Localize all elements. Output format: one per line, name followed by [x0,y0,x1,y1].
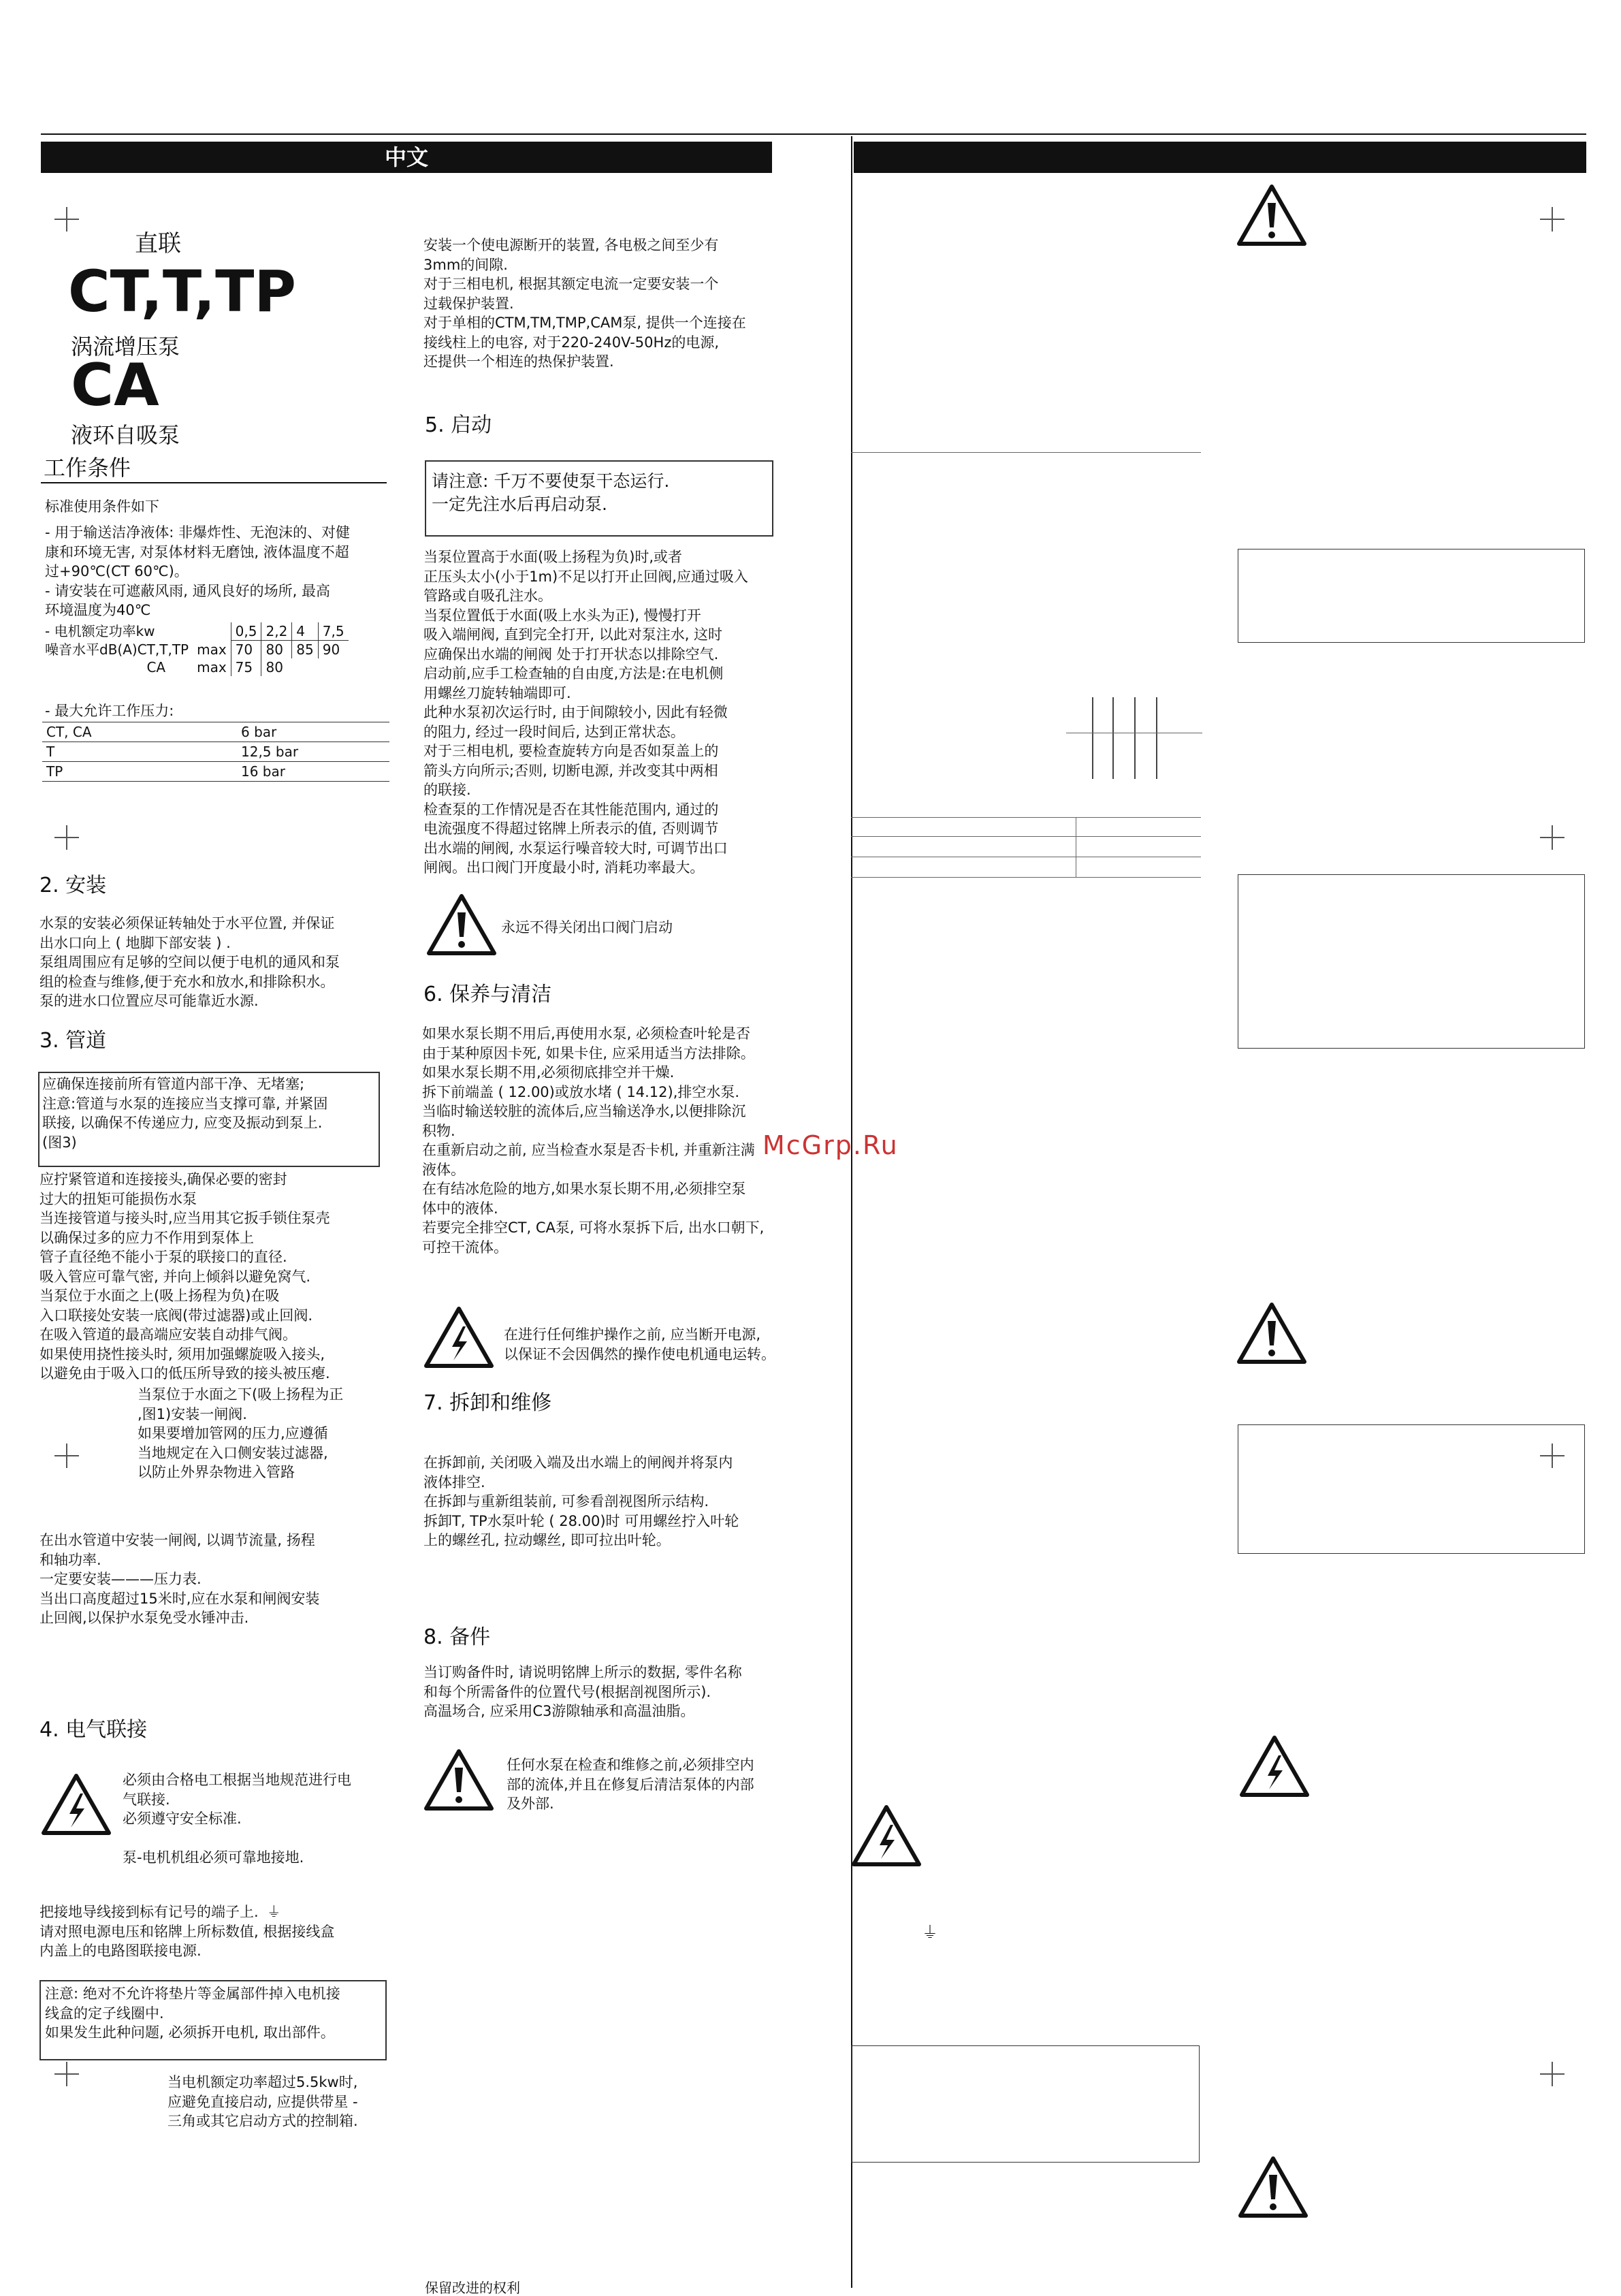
pressure-title: - 最大允许工作压力: [45,703,174,719]
column-2-top-text: 安装一个使电源断开的装置, 各电极之间至少有 3mm的间隙. 对于三相电机, 根据其额定电流一定要安装一个 过载保护装置. 对于单相的CTM,TM,TMP,CAM泵, 提供一个连接在 接线柱上的电容, 对于220-240V-50Hz的电源, 还提供一个相连的热保护装置. [423,237,746,370]
section-3-text-2: 在出水管道中安装一闸阀, 以调节流量, 扬程 和轴功率. 一定要安装———压力表. 当出口高度超过15米时,应在水泵和闸阀安装 止回阀,以保护水泵免受水锤冲击. [39,1532,320,1626]
registration-mark [1540,2062,1564,2086]
warning-icon [423,1749,494,1811]
section-2-text: 水泵的安装必须保证转轴处于水平位置, 并保证 出水口向上 ( 地脚下部安装 ) . 泵组周围应有足够的空间以便于电机的通风和泵 组的检查与维修,便于充水和放水,和排除积水。 泵的进水口位置应尽可能靠近水源. [39,915,340,1009]
warning-icon [1238,2156,1309,2218]
right-box [1238,549,1585,643]
right-table-line [851,836,1201,837]
ground-icon: ⏚ [922,1923,938,1942]
section-5-text: 当泵位置高于水面(吸上扬程为负)时,或者 正压头太小(小于1m)不足以打开止回阀,应通过吸入 管路或自吸孔注水。 当泵位置低于水面(吸上水头为正), 慢慢打开 吸入端闸阀, 直到完全打开, 以此对泵注水, 这时 应确保出水端的闸阀 处于打开状态以排除空气. 启动前,应手工检查轴的自由度,方法是:在电机侧 用螺丝刀旋转轴端即可. 此种水泵初次运行时, 由于间隙较小, 因此有轻微 的阻力, 经过一段时间后, 达到正常状态。 对于三相电机, 要检查旋转方向是否如泵盖上的 箭头方向所示;否则, 切断电源, 并改变其中两相 的联接. 检查泵的工作情况是否在其性能范围内, 通过的 电流强度不得超过铭牌上所表示的值, 否则调节 出水端的闸阀, 水泵运行噪音较大时, 可调节出口 闸阀。出口阀门开度最小时, 消耗功率最大。 [423,549,748,876]
watermark: McGrp.Ru [763,1130,899,1160]
right-box [1238,1424,1585,1554]
section-3-text: 应拧紧管道和连接接头,确保必要的密封 过大的扭矩可能损伤水泵 当连接管道与接头时,应当用其它扳手锁住泵壳 以确保过多的应力不作用到泵体上 管子直径绝不能小于泵的联接口的直径. 吸入管应可靠气密, 并向上倾斜以避免窝气. 当泵位于水面之上(吸上扬程为负)在吸 入口联接处安装一底阀(带过滤器)或止回阀. 在吸入管道的最高端应安装自动排气阀。 如果使用挠性接头时, 须用加强螺旋吸入接头, 以避免由于吸入口的低压所导致的接头被压瘪. [39,1171,330,1382]
section-1-intro: 标准使用条件如下 [45,498,159,515]
section-3-notice-text: 应确保连接前所有管道内部干净、无堵塞; 注意:管道与水泵的连接应当支撑可靠, 并紧固 联接, 以确保不传递应力, 应变及振动到泵上. (图3) [42,1076,328,1151]
section-2-title: 2. 安装 [39,874,107,897]
right-table-line [1092,697,1093,779]
cover-desc-2: 液环自吸泵 [71,422,180,448]
electric-warning-icon [1239,1735,1310,1798]
right-header-bar [854,142,1586,173]
top-rule [41,133,1586,135]
cover-model-2: CA [71,351,159,419]
section-3-title: 3. 管道 [39,1029,107,1053]
cover-desc-1: 涡流增压泵 [71,334,180,360]
section-4-title: 4. 电气联接 [39,1718,148,1742]
cover-model-1: CT,T,TP [68,258,296,325]
section-4-warning-text: 必须由合格电工根据当地规范进行电 气联接. 必须遵守安全标准. [123,1772,351,1827]
section-5-title: 5. 启动 [425,413,492,437]
section-1-title: 工作条件 [44,455,131,481]
section-4-star-text: 当电机额定功率超过5.5kw时, 应避免直接启动, 应提供带星 - 三角或其它启动方式的控制箱. [167,2074,358,2129]
lang-header-label: 中文 [384,144,428,170]
registration-mark [54,207,79,232]
power-noise-table: - 电机额定功率kw 0,5 2,2 4 7,5 噪音水平dB(A)CT,T,TP max 70 80 85 90 CA max 75 80 [41,622,349,676]
right-column-divider [851,136,852,2288]
section-5-warning-text: 永远不得关闭出口阀门启动 [501,919,673,936]
right-table-line [1112,697,1114,779]
right-rule [851,452,1201,453]
section-1-text: - 用于输送洁净液体: 非爆炸性、无泡沫的、对健 康和环境无害, 对泵体材料无磨蚀, 液体温度不超 过+90℃(CT 60℃)。 - 请安装在可遮蔽风雨, 通风良好的场所, 最高 环境温度为40℃ [45,524,351,618]
right-box [851,2045,1200,2163]
right-box [1238,874,1585,1049]
section-6-text: 如果水泵长期不用后,再使用水泵, 必须检查叶轮是否 由于某种原因卡死, 如果卡住, 应采用适当方法排除。 如果水泵长期不用,必须彻底排空并干燥. 拆下前端盖 ( 12.00)或放水堵 ( 14.12),排空水泵. 当临时输送较脏的流体后,应当输送净水,以便排除沉 积物. 在重新启动之前, 应当检查水泵是否卡机, 并重新注满 液体。 在有结冰危险的地方,如果水泵长期不用,必须排空泵 体中的液体. 若要完全排空CT, CA泵, 可将水泵拆下后, 出水口朝下, 可控干流体。 [422,1025,765,1256]
electric-warning-icon [423,1306,494,1369]
right-table-line [851,817,1201,818]
registration-mark [1540,825,1564,850]
section-1-rule [41,482,387,483]
section-4-text: 把接地导线接到标有记号的端子上. ⏚ 请对照电源电压和铭牌上所标数值, 根据接线盒 内盖上的电路图联接电源. [39,1904,335,1959]
right-table-line [1134,697,1136,779]
section-4-notice-text: 注意: 绝对不允许将垫片等金属部件掉入电机接 线盒的定子线圈中. 如果发生此种问题, 必须拆开电机, 取出部件。 [45,1986,340,2041]
right-table-line [851,877,1201,878]
section-3-indent-text: 当泵位于水面之下(吸上扬程为正 ,图1)安装一闸阀. 如果要增加管网的压力,应遵循 当地规定在入口侧安装过滤器, 以防止外界杂物进入管路 [138,1386,344,1480]
registration-mark [54,825,79,850]
warning-icon [1236,184,1307,246]
footer-rights: 保留改进的权利 [425,2280,520,2296]
pressure-table: CT, CA 6 bar T 12,5 bar TP 16 bar [42,722,389,782]
warning-icon [426,893,497,956]
section-7-text: 在拆卸前, 关闭吸入端及出水端上的闸阀并将泵内 液体排空. 在拆卸与重新组装前, 可参看剖视图所示结构. 拆卸T, TP水泵叶轮 ( 28.00)时 可用螺丝拧入叶轮 上的螺丝孔, 拉动螺丝, 即可拉出叶轮。 [423,1454,739,1548]
section-7-title: 7. 拆卸和维修 [423,1391,552,1415]
registration-mark [54,1444,79,1468]
section-6-title: 6. 保养与清洁 [423,983,552,1006]
section-8-title: 8. 备件 [423,1625,491,1649]
lang-header-bar [41,142,772,173]
registration-mark [1540,207,1564,232]
section-4-ground-text: 泵-电机机组必须可靠地接地. [123,1849,304,1866]
warning-icon [1236,1302,1307,1365]
section-8-warning-text: 任何水泵在检查和维修之前,必须排空内 部的流体,并且在修复后清洁泵体的内部 及外部. [507,1757,754,1812]
cover-subtitle-top: 直联 [135,230,181,257]
right-table-line [1156,697,1157,779]
registration-mark [54,2062,79,2086]
electric-warning-icon [41,1773,112,1836]
section-6-warning-text: 在进行任何维护操作之前, 应当断开电源, 以保证不会因偶然的操作使电机通电运转。 [504,1326,775,1362]
electric-warning-icon [851,1804,922,1867]
ground-icon: ⏚ [266,1904,281,1920]
section-8-text: 当订购备件时, 请说明铭牌上所示的数据, 零件名称 和每个所需备件的位置代号(根据剖视图所示). 高温场合, 应采用C3游隙轴承和高温油脂。 [423,1664,742,1719]
section-5-notice-text: 请注意: 千万不要使泵干态运行. 一定先注水后再启动泵. [432,471,670,514]
